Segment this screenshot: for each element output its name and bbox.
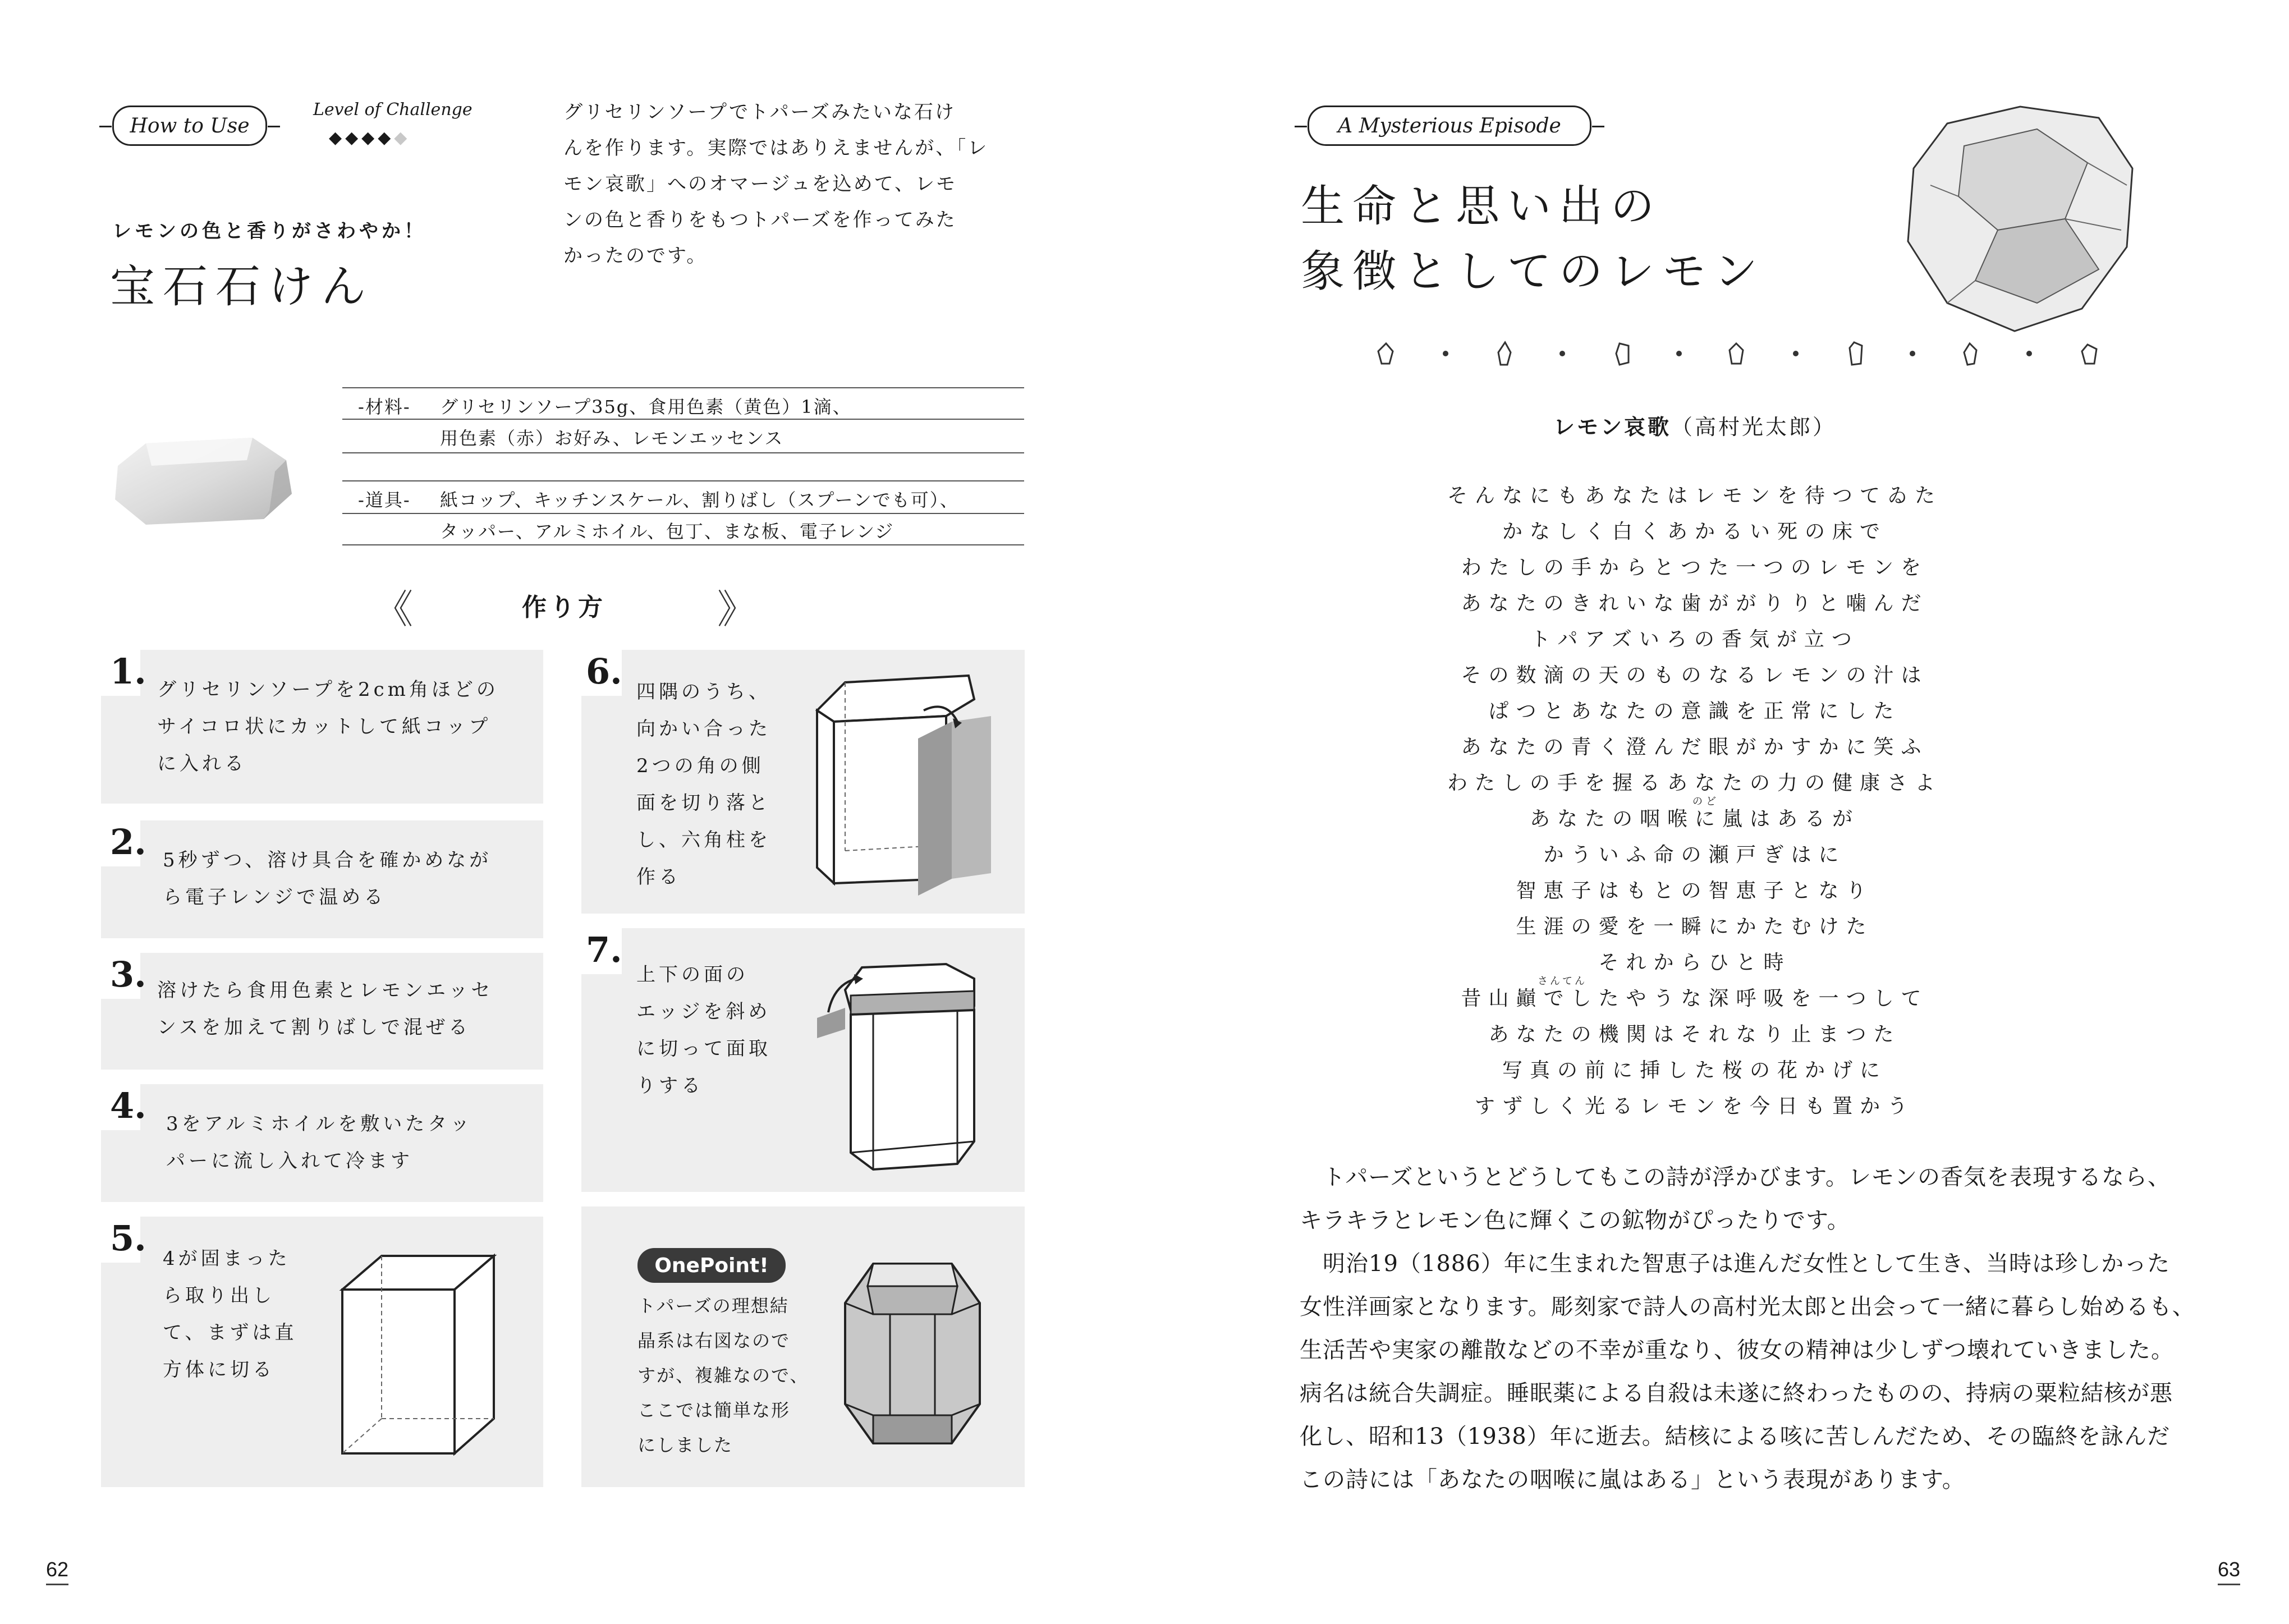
soap-illustration [107,426,297,533]
poem-heading [1493,410,1897,441]
step-text: 四隅のうち、 向かい合った 2つの角の側 面を切り落と し、六角柱を 作る [636,681,771,888]
materials-label: -材料- [358,396,411,418]
step-text: グリセリンソープを2cm角ほどの サイコロ状にカットして紙コップ に入れる [157,678,499,775]
bracket-right: 》 [717,586,756,632]
onepoint-text: トパーズの理想結 晶系は右図なので すが、複雑なので、 ここでは簡単な形 にしました [637,1295,809,1456]
page-number-left: 62 [46,1558,68,1585]
difficulty-rating [329,128,410,148]
poem-title: レモン哀歌 [1553,415,1671,439]
materials-line: 用色素（赤）お好み、レモンエッセンス [440,428,784,449]
step-text: 4が固まった ら取り出し て、まずは直 方体に切る [163,1247,297,1381]
essay-body: トパーズというとどうしてもこの詩が浮かびます。レモンの香気を表現するなら、 キラキラとレモン色に輝くこの鉱物がぴったりです。 明治19（1886）年に生まれた智恵子は進んだ女性として生き、当時は珍しかった 女性洋画家となります。彫刻家で詩人の高村光太郎と出会って一緒に暮らし始めるも、 生活苦や実家の離散などの不幸が重なり、彼女の精神は少しずつ壊れていきました。 病名は統合失調症。睡眠薬による自殺は未遂に終わったものの、持病の粟粒結核が悪 化し、昭和13（1938）年に逝去。結核による咳に苦しんだため、その臨終を詠んだ この詩には「あなたの咽喉に嵐はある」という表現があります。 [1300,1164,2195,1493]
diamond-icon: ◆ [394,128,411,148]
cuboid-illustration [337,1249,505,1462]
topaz-crystal-illustration [840,1253,985,1455]
step-number: 6. [586,651,622,692]
ruby-annotation: のど [1692,796,1719,808]
page-title: 宝石石けん [110,260,374,313]
beveled-prism-illustration [811,956,1002,1181]
step-number: 7. [586,929,622,970]
materials-line: グリセリンソープ35g、食用色素（黄色）1滴、 [440,396,852,418]
tools-label: -道具- [358,489,411,511]
level-of-challenge-label: Level of Challenge [313,100,473,120]
step-number: 4. [110,1085,146,1126]
crystal-ornament-row [1369,337,2116,370]
bracket-left: 《 [374,586,413,632]
diamond-icon: ◆◆◆◆ [329,128,395,148]
mysterious-episode-tag: A Mysterious Episode [1308,105,1591,146]
topaz-stone-illustration [1897,101,2144,342]
howto-heading: 作り方 [522,593,606,622]
step-number: 1. [110,651,146,692]
step-text: 溶けたら食用色素とレモンエッセ ンスを加えて割りばしで混ぜる [157,979,494,1039]
page-title: 生命と思い出の 象徴としてのレモン [1301,181,1766,297]
step-number: 5. [110,1218,146,1259]
page-number-right: 63 [2218,1558,2240,1585]
subtitle: レモンの色と香りがさわやか！ [112,220,426,242]
step-text: 5秒ずつ、溶け具合を確かめなが ら電子レンジで温める [163,849,492,909]
step-number: 2. [110,822,146,863]
onepoint-badge: OnePoint! [637,1248,786,1283]
how-to-use-tag: How to Use [112,105,267,146]
tools-line: 紙コップ、キッチンスケール、割りばし（スプーンでも可）、 [440,489,959,511]
step-text: 3をアルミホイルを敷いたタッ パーに流し入れて冷ます [166,1113,473,1172]
step-number: 3. [110,954,146,995]
intro-paragraph: グリセリンソープでトパーズみたいな石け んを作ります。実際ではありえませんが、「レ モン哀歌」へのオマージュを込めて、レモ ンの色と香りをもつトパーズを作ってみた かったのです。 [563,101,989,267]
hexagonal-prism-illustration [811,671,1002,896]
poem-author: （高村光太郎） [1671,415,1837,439]
tools-line: タッパー、アルミホイル、包丁、まな板、電子レンジ [440,521,895,542]
ruby-annotation: さんてん [1538,975,1587,987]
poem-body: そんなにもあなたはレモンを待つてゐた かなしく白くあかるい死の床で わたしの手からとつた一つのレモンを あなたのきれいな歯ががりりと噛んだ トパアズいろの香気が立つ その数滴の天のものなるレモンの汁は ぱつとあなたの意識を正常にした あなたの青く澄んだ眼がかすかに笑ふ わたしの手を握るあなたの力の健康さよ あなたの咽喉に嵐はあるが かういふ命の瀬戸ぎはに 智恵子はもとの智恵子となり 生涯の愛を一瞬にかたむけた それからひと時 昔山巓でしたやうな深呼吸を一つして あなたの機関はそれなり止まつた 写真の前に挿した桜の花かげに すずしく光るレモンを今日も置かう [1447,484,1942,1118]
step-text: 上下の面の エッジを斜め に切って面取 りする [636,964,771,1097]
